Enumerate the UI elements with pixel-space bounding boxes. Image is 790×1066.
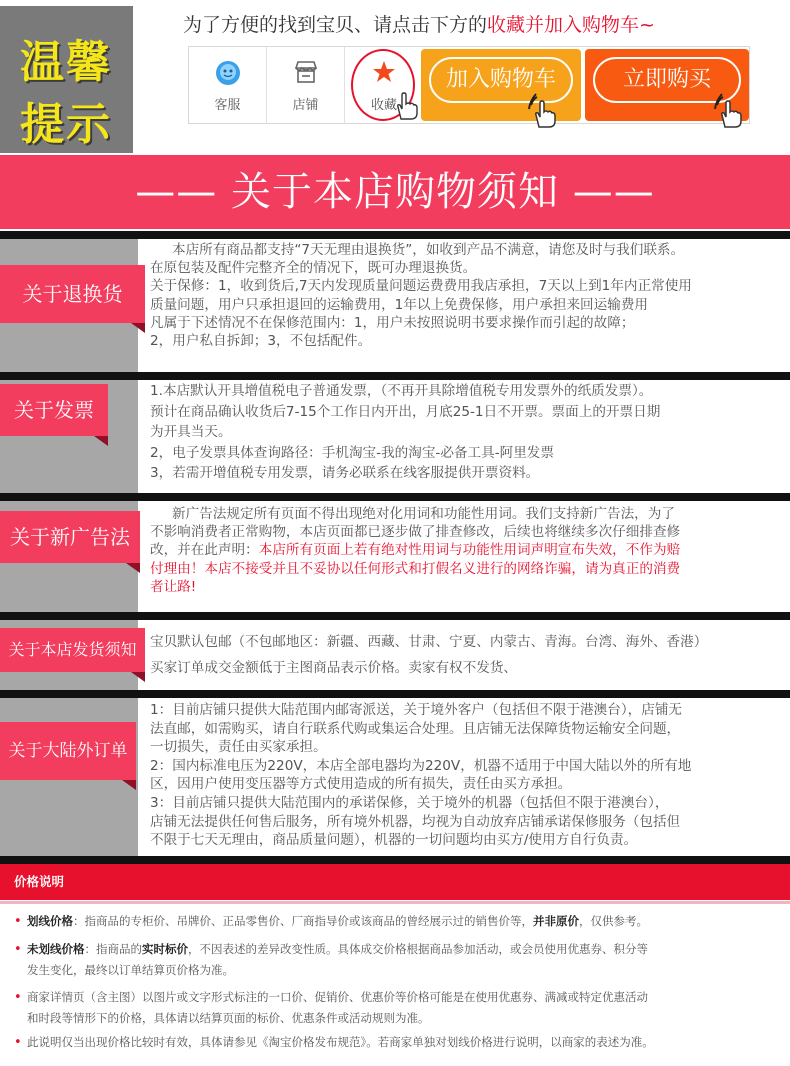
section-body xyxy=(150,381,780,484)
price-item-non-strikethrough xyxy=(14,939,776,981)
text-line: 宝贝默认包邮（不包邮地区：新疆、西藏、甘肃、宁夏、内蒙古、青海。台湾、海外、香港） xyxy=(150,634,708,650)
customer-service-button[interactable] xyxy=(189,47,267,123)
favorite-label: 收藏 xyxy=(370,98,397,113)
text-line: 不影响消费者正常购物，本店页面都已逐步做了排查修改，后续也将继续多次仔细排查修 xyxy=(150,524,681,541)
section-tag: 关于发票 xyxy=(0,384,108,436)
text-line: 店铺无法提供任何售后服务，所有境外机器，均视为自动放弃店铺承诺保修服务（包括但 xyxy=(150,813,681,830)
star-icon xyxy=(371,59,397,89)
price-item-bold: 实时标价 xyxy=(142,942,188,956)
tip-title-prefix: 为了方便的找到宝贝、请点击下方的 xyxy=(183,14,488,36)
price-item-text: 发生变化，最终以订单结算页价格为准。 xyxy=(27,963,234,977)
store-button[interactable] xyxy=(267,47,345,123)
buy-now-label: 立即购买 xyxy=(593,57,741,103)
pointer-hand-icon xyxy=(527,93,563,153)
section-tag: 关于本店发货须知 xyxy=(0,628,145,672)
price-item-text: ：指商品的 xyxy=(84,942,142,956)
price-item-text: 此说明仅当出现价格比较时有效，具体请参见《淘宝价格发布规范》。若商家单独对划线价格进行说明，以商家的表述为准。 xyxy=(27,1035,654,1049)
section-returns xyxy=(0,231,790,372)
price-item-text: 商家详情页（含主图）以图片或文字形式标注的一口价、促销价、优惠价等价格可能是在使用优惠券、满减或特定优惠活动 xyxy=(27,990,648,1004)
section-tag: 关于新广告法 xyxy=(0,511,140,563)
section-top-bar xyxy=(0,612,790,620)
section-tag: 关于大陆外订单 xyxy=(0,722,136,780)
text-line: 2，电子发票具体查询路径：手机淘宝-我的淘宝-必备工具-阿里发票 xyxy=(150,444,554,461)
text-line: 1：目前店铺只提供大陆范围内邮寄派送，关于境外客户（包括但不限于港澳台），店铺无 xyxy=(150,702,683,718)
section-body xyxy=(150,241,780,350)
favorite-button[interactable] xyxy=(345,47,423,123)
price-item-label: 未划线价格 xyxy=(27,942,85,956)
pointer-hand-icon xyxy=(713,93,749,153)
price-divider xyxy=(0,901,790,904)
text-line xyxy=(150,541,780,559)
price-item-text: ，仅供参考。 xyxy=(579,914,648,928)
pointer-hand-icon xyxy=(393,91,419,125)
chat-bubble-icon xyxy=(213,59,243,93)
section-invoice xyxy=(0,372,790,493)
price-item-merchant xyxy=(14,987,776,1029)
store-icon xyxy=(293,59,319,89)
section-body xyxy=(150,505,780,596)
store-label: 店铺 xyxy=(292,98,319,113)
text-line: 为开具当天。 xyxy=(150,424,232,440)
text-line: 关于保修：1，收到货后,7天内发现质量问题运费费用我店承担，7天以上到1年内正常使用 xyxy=(150,278,692,295)
text-line: 买家订单成交金额低于主图商品表示价格。卖家有权不发货、 xyxy=(150,660,518,676)
text-line: 在原包装及配件完整齐全的情况下，既可办理退换货。 xyxy=(150,260,477,277)
section-body xyxy=(150,701,780,850)
tip-badge-line1: 温馨 xyxy=(20,37,112,88)
text-line: 3，若需开增值税专用发票，请务必联系在线客服提供开票资料。 xyxy=(150,465,540,481)
shopping-notice-header: —— 关于本店购物须知 —— xyxy=(0,155,790,229)
price-item-text: ，不因表述的差异改变性质。具体成交价格根据商品参加活动，或会员使用优惠券、积分等 xyxy=(188,942,648,956)
price-heading: 价格说明 xyxy=(0,864,790,900)
section-bottom-bar xyxy=(0,856,790,864)
text-plain: 改，并在此声明： xyxy=(150,542,259,559)
text-line: 凡属于下述情况不在保修范围内：1，用户未按照说明书要求操作而引起的故障； xyxy=(150,314,635,331)
tip-banner xyxy=(0,0,790,153)
section-body xyxy=(150,629,780,681)
text-line: 1.本店默认开具增值税电子普通发票，（不再开具除增值税专用发票外的纸质发票）。 xyxy=(150,383,653,399)
price-explanation xyxy=(0,864,790,1066)
section-overseas xyxy=(0,690,790,856)
text-line: 者让路! xyxy=(150,578,197,595)
text-line: 2，用户私自拆卸；3，不包括配件。 xyxy=(150,333,372,350)
section-ad-law xyxy=(0,493,790,612)
text-line: 不限于七天无理由，商品质量问题），机器的一切问题均由买方/使用方自行负责。 xyxy=(150,832,638,849)
text-line: 预计在商品确认收货后7-15个工作日内开出，月底25-1日不开票。票面上的开票日期 xyxy=(150,403,661,420)
shop-toolbar xyxy=(188,46,750,124)
text-line: 3：目前店铺只提供大陆范围内的承诺保修，关于境外的机器（包括但不限于港澳台）， xyxy=(150,794,669,811)
text-line: 本店所有商品都支持“7天无理由退换货”，如收到产品不满意，请您及时与我们联系。 xyxy=(172,242,685,258)
price-item-note xyxy=(14,1032,776,1053)
section-top-bar xyxy=(0,690,790,698)
tip-badge-line2: 提示 xyxy=(20,99,112,150)
section-top-bar xyxy=(0,231,790,239)
text-line: 法直邮，如需购买，请自行联系代购或集运合处理。且店铺无法保障货物运输安全问题， xyxy=(150,720,681,737)
text-highlight: 本店所有页面上若有绝对性用词与功能性用词声明宣布失效，不作为赔 xyxy=(258,542,681,559)
section-top-bar xyxy=(0,372,790,380)
text-line: 新广告法规定所有页面不得出现绝对化用词和功能性用词。我们支持新广告法，为了 xyxy=(172,506,675,522)
text-line: 2：国内标准电压为220V，本店全部电器均为220V，机器不适用于中国大陆以外的所有地 xyxy=(150,757,692,774)
price-item-bold: 并非原价 xyxy=(533,914,579,928)
add-to-cart-button[interactable] xyxy=(421,49,581,121)
buy-now-button[interactable] xyxy=(585,49,749,121)
text-line: 质量问题，用户只承担退回的运输费用，1年以上免费保修，用户承担来回运输费用 xyxy=(150,296,649,313)
customer-service-label: 客服 xyxy=(214,98,241,113)
price-item-strikethrough xyxy=(14,911,776,932)
tip-badge xyxy=(0,6,133,153)
price-item-text: ：指商品的专柜价、吊牌价、正品零售价、厂商指导价或该商品的曾经展示过的销售价等， xyxy=(73,914,533,928)
text-line: 区，因用户使用变压器等方式使用造成的所有损失，责任由买方承担。 xyxy=(150,776,572,793)
section-top-bar xyxy=(0,493,790,501)
add-to-cart-label: 加入购物车 xyxy=(429,57,573,103)
text-line: 一切损失，责任由买家承担。 xyxy=(150,739,327,756)
text-line: 付理由！本店不接受并且不妥协以任何形式和打假名义进行的网络诈骗，请为真正的消费 xyxy=(150,560,681,577)
tip-title xyxy=(183,10,655,37)
tip-title-highlight: 收藏并加入购物车~ xyxy=(487,14,655,36)
price-item-label: 划线价格 xyxy=(27,914,73,928)
price-item-text: 和时段等情形下的价格，具体请以结算页面的标价、优惠条件或活动规则为准。 xyxy=(27,1011,430,1025)
section-tag: 关于退换货 xyxy=(0,265,145,323)
section-shipping xyxy=(0,612,790,690)
